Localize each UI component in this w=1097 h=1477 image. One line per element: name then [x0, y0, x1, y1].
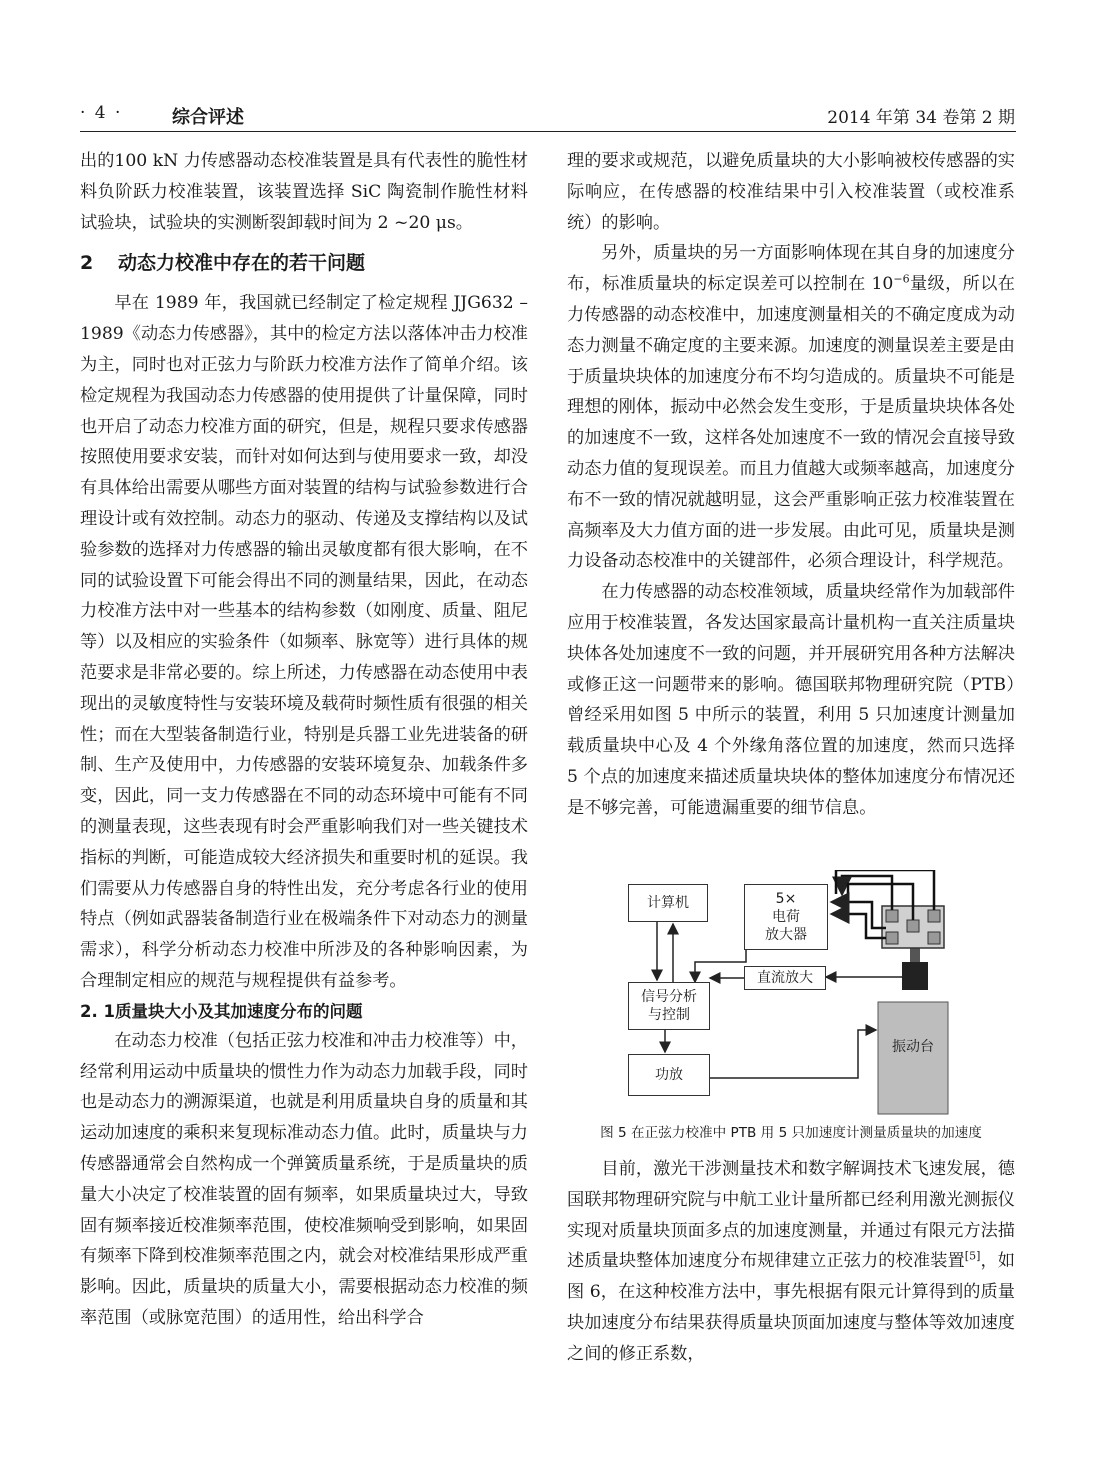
subsection-heading-text: 质量块大小及其加速度分布的问题: [114, 1001, 363, 1021]
accelerometer: [886, 910, 898, 922]
body-paragraph: [567, 1154, 1015, 1370]
body-paragraph: 在动态力校准（包括正弦力校准和冲击力校准等）中，经常利用运动中质量块的惯性力作为动态力加载手段，同时也是动态力的溯源渠道，也就是利用质量块自身的质量和其运动加速度的乘积来复现标准动态力值。此时，质量块与力传感器通常会自然构成一个弹簧质量系统，于是质量块的质量大小决定了校准装置的固有频率，如果质量块过大，导致固有频率接近校准频率范围，使校准频响受到影响，如果固有频率下降到校准频率范围之内，就会对校准结果形成严重影响。因此，质量块的质量大小，需要根据动态力校准的频率范围（或脉宽范围）的适用性，给出科学合: [80, 1030, 528, 1328]
section-heading: [80, 248, 528, 278]
computer-label: 计算机: [647, 895, 689, 911]
charge-amplifier-box: [744, 884, 828, 950]
cable: [832, 914, 886, 938]
journal-issue: 2014 年第 34 卷第 2 期: [827, 108, 1015, 128]
text-run: 量级，所以在力传感器的动态校准中，加速度测量相关的不确定度成为动态力测量不确定度的主要来源。加速度的测量误差主要是由于质量块块体的加速度分布不均匀造成的。质量块不可能是理想的刚体，振动中必然会发生变形，于是质量块块体各处的加速度不一致，这样各处加速度不一致的情况会直接导致动态力值的复现误差。而且力值越大或频率越高，加速度分布不一致的情况就越明显，这会严重影响正弦力校准装置在高频率及大力值方面的进一步发展。由此可见，质量块是测力设备动态校准中的关键部件，必须合理设计，科学规范。: [567, 274, 1015, 572]
accelerometer: [928, 910, 940, 922]
section-heading-text: 动态力校准中存在的若干问题: [118, 252, 366, 275]
power-amplifier-box: [628, 1054, 710, 1096]
charge-amp-label: 电荷: [772, 909, 800, 925]
cable: [842, 876, 892, 910]
signal-analysis-label: 与控制: [648, 1007, 690, 1023]
superscript: −6: [893, 272, 910, 286]
figure-caption: 图 5 在正弦力校准中 PTB 用 5 只加速度计测量质量块的加速度: [600, 1125, 982, 1141]
right-column-lower: [567, 1154, 1015, 1370]
charge-amp-label: 5×: [775, 891, 797, 907]
subsection-number: 2. 1: [80, 1001, 115, 1021]
dc-amp-label: 直流放大: [757, 970, 813, 986]
header-rule: [80, 131, 1016, 132]
text-run: 目前，激光干涉测量技术和数字解调技术飞速发展，德国联邦物理研究院与中航工业计量所都已经利用激光测振仪实现对质量块顶面多点的加速度测量，并通过有限元方法描述质量块整体加速度分布规律建立正弦力的校准装置: [567, 1159, 1015, 1272]
body-paragraph: 在力传感器的动态校准领域，质量块经常作为加载部件应用于校准装置，各发达国家最高计量机构一直关注质量块块体各处加速度不一致的问题，并开展研究用各种方法解决或修正这一问题带来的影响。德国联邦物理研究院（PTB）曾经采用如图 5 中所示的装置，利用 5 只加速度计测量加载质量块中心及 4 个外缘角落位置的加速度，然而只选择 5 个点的加速度来描述质量块块体的整体加速度分布情况还是不够完善，可能遗漏重要的细节信息。: [567, 582, 1015, 818]
accelerometer: [907, 920, 919, 932]
text-run: ，如图 6，在这种校准方法中，事先根据有限元计算得到的质量块加速度分布结果获得质量块顶面加速度与整体等效加速度之间的修正系数，: [567, 1251, 1015, 1364]
text-run: 另外，质量块的另一方面影响体现在其自身的加速度分布，标准质量块的标定误差可以控制在 10: [567, 243, 1015, 295]
body-paragraph: 理的要求或规范，以避免质量块的大小影响被校传感器的实际响应，在传感器的校准结果中引入校准装置（或校准系统）的影响。: [567, 151, 1015, 233]
section-title: 综合评述: [172, 107, 244, 128]
signal-analysis-box: [628, 982, 710, 1030]
intro-paragraph: 出的100 kN 力传感器动态校准装置是具有代表性的脆性材料负阶跃力校准装置，该装置选择 SiC 陶瓷制作脆性材料试验块，试验块的实测断裂卸载时间为 2 ~20 μs。: [80, 151, 528, 233]
computer-box: [628, 884, 708, 922]
force-sensor: [902, 962, 928, 990]
power-amp-label: 功放: [655, 1067, 683, 1083]
signal-analysis-label: 信号分析: [641, 989, 697, 1005]
section-number: 2: [80, 252, 94, 275]
subsection-heading: [80, 997, 528, 1026]
connector: [695, 950, 746, 982]
citation: [5]: [964, 1249, 981, 1263]
body-paragraph: 早在 1989 年，我国就已经制定了检定规程 JJG632 –1989《动态力传感器》，其中的检定方法以落体冲击力校准为主，同时也对正弦力与阶跃力校准方法作了简单介绍。该检定规程为我国动态力传感器的使用提供了计量保障，同时也开启了动态力校准方面的研究，但是，规程只要求传感器按照使用要求安装，而针对如何达到与使用要求一致，却没有具体给出需要从哪些方面对装置的结构与试验参数进行合理设计或有效控制。动态力的驱动、传递及支撑结构以及试验参数的选择对力传感器的输出灵敏度都有很大影响，在不同的试验设置下可能会得出不同的测量结果，因此，在动态力校准方法中对一些基本的结构参数（如刚度、质量、阻尼等）以及相应的实验条件（如频率、脉宽等）进行具体的规范要求是非常必要的。综上所述，力传感器在动态使用中表现出的灵敏度特性与安装环境及载荷时频性质有很强的相关性；而在大型装备制造行业，特别是兵器工业先进装备的研制、生产及使用中，力传感器的安装环境复杂、加载条件多变，因此，同一支力传感器在不同的动态环境中可能有不同的测量表现，这些表现有时会严重影响我们对一些关键技术指标的判断，可能造成较大经济损失和重要时机的延误。我们需要从力传感器自身的特性出发，充分考虑各行业的使用特点（例如武器装备制造行业在极端条件下对动态力的测量需求），科学分析动态力校准中所涉及的各种影响因素，为合理制定相应的规范与规程提供有益参考。: [80, 293, 528, 991]
figure-5-diagram: [620, 870, 950, 1120]
connector: [710, 1030, 876, 1078]
accelerometer: [928, 932, 940, 944]
page-number: · 4 ·: [80, 103, 123, 123]
shaker-body: [878, 1002, 948, 1114]
left-column: [80, 146, 528, 1334]
charge-amp-label: 放大器: [765, 927, 807, 943]
accelerometer: [886, 932, 898, 944]
right-column: [567, 146, 1015, 824]
body-paragraph: [567, 238, 1015, 577]
dc-amplifier-box: [744, 966, 826, 990]
shaker-label: 振动台: [892, 1039, 934, 1055]
